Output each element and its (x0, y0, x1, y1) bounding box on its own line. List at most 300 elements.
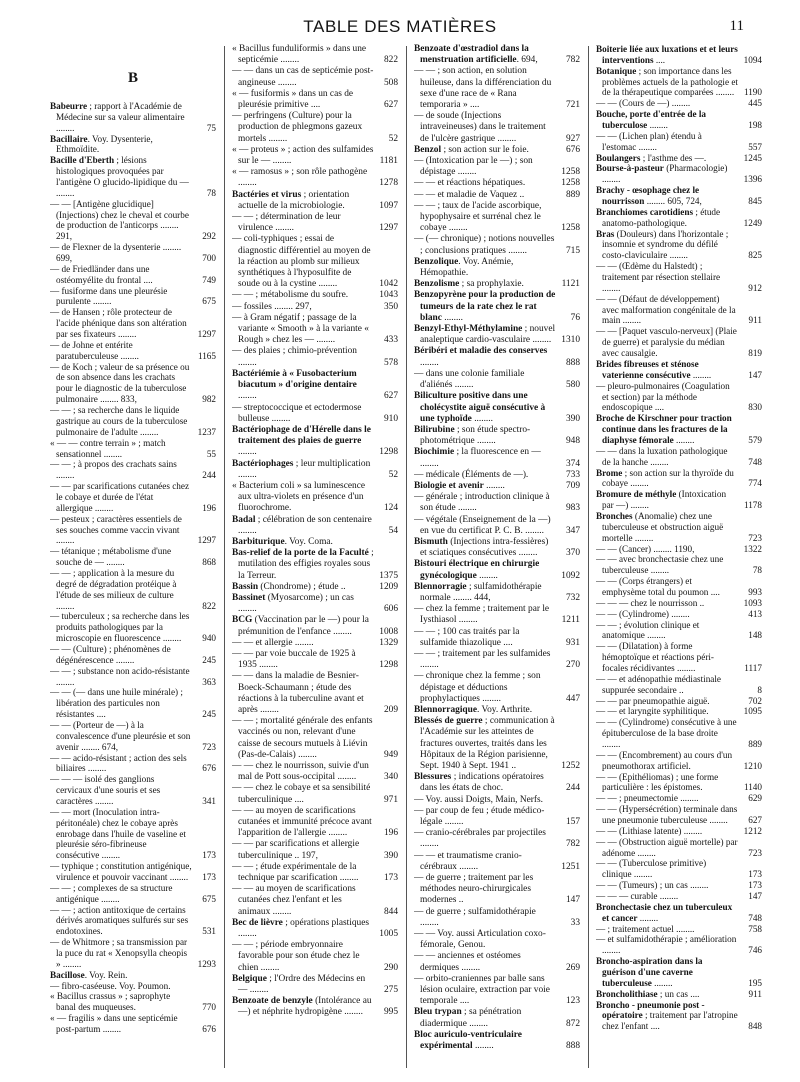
entry-text: Bloc auriculo-ventriculaire expérimental ........ (414, 1029, 522, 1052)
page-reference: 782 (565, 55, 580, 66)
index-entry (596, 924, 762, 935)
page-reference: 579 (748, 434, 762, 445)
page-reference: 732 (565, 592, 580, 603)
page-reference: 749 (202, 274, 216, 285)
page-reference: 872 (565, 1018, 580, 1029)
page-reference: 1165 (197, 350, 216, 361)
index-entry (50, 861, 216, 883)
index-entry (414, 234, 580, 256)
page-reference: 627 (383, 100, 398, 111)
entry-text: Bacillose. Voy. Rein. (50, 969, 128, 980)
entry-text: — dans une colonie familiale d'aliénés ........ (414, 368, 525, 391)
page-reference: 844 (383, 906, 398, 917)
index-entry (232, 918, 398, 940)
index-entry (50, 1013, 216, 1035)
page-title: TABLE DES MATIÈRES (303, 17, 497, 36)
entry-text: Benzolique. Voy. Anémie, Hémopathie. (414, 256, 514, 279)
index-entry (232, 425, 398, 459)
page-reference: 580 (565, 380, 580, 391)
index-entry (596, 989, 762, 1000)
entry-text: — (— chronique) ; notions nouvelles ; conclusions pratiques ........ (414, 234, 555, 256)
entry-text: — — (Dilatation) à forme hémoptoïque et réactions péri-focales récidivantes ........ (596, 641, 714, 673)
page-reference: 1258 (561, 178, 580, 189)
page-reference: 390 (383, 850, 398, 861)
index-entry (50, 905, 216, 938)
page-reference: 845 (748, 196, 762, 207)
page-reference: 173 (202, 872, 216, 883)
page-reference: 822 (383, 55, 398, 66)
page-reference: 627 (383, 391, 398, 402)
entry-text: — de Flexner de la dysenterie ........ 699, (50, 242, 182, 264)
page-reference: 748 (748, 456, 762, 467)
entry-text: Broncho - pneumonie post - opératoire ; traitement par l'atropine chez l'enfant .... (596, 999, 738, 1032)
page-reference: 1258 (561, 223, 580, 234)
entry-text: — — dans un cas de septicémie post-angineuse ........ (232, 66, 374, 88)
entry-text: — — (Cours de —) ........ (596, 98, 691, 109)
index-entry (232, 974, 398, 996)
page-reference: 374 (565, 458, 580, 469)
index-entry (232, 313, 398, 347)
entry-text: Bactéries et virus ; orientation actuelle de la microbiologie. (232, 189, 350, 211)
page-reference: 52 (388, 133, 398, 144)
page-reference: 927 (565, 133, 580, 144)
page-reference: 1178 (743, 500, 762, 511)
index-entry (596, 185, 762, 207)
entry-text: — — ; action antitoxique de certains dérivés aromatiques sulfurés sur ses endotoxines. (50, 904, 189, 937)
index-entry (414, 604, 580, 626)
page-reference: 676 (565, 144, 580, 155)
entry-text: — cranio-cérébrales par projectiles ........ (414, 828, 546, 850)
page-reference: 1298 (379, 447, 398, 458)
index-entry (414, 828, 580, 850)
page-reference: 1092 (561, 570, 580, 581)
page-reference: 173 (383, 873, 398, 884)
page-reference: 275 (383, 985, 398, 996)
entry-text: — — — chez le nourrisson .. (596, 597, 705, 608)
entry-text: — de guerre ; traitement par les méthodes neuro-chirurgicales modernes .. (414, 873, 534, 906)
entry-text: — — (— dans une huile minérale) ; libération des particules non résistantes .... (50, 687, 183, 720)
page-reference: 715 (565, 245, 580, 256)
index-entry (414, 806, 580, 828)
entry-text: « — proteus » ; action des sulfamides sur le — ........ (232, 144, 374, 167)
index-entry (596, 772, 762, 794)
index-entry (596, 153, 762, 164)
page-reference: 700 (202, 253, 216, 264)
index-entry (596, 858, 762, 880)
index-entry (232, 403, 398, 425)
page-reference: 1297 (197, 535, 216, 546)
index-entry (596, 131, 762, 153)
page-reference: 78 (752, 565, 762, 576)
page-reference: 971 (383, 794, 398, 805)
entry-text: — — ; mortalité générale des enfants vaccinés ou non, relevant d'une caisse de secours mutuels à Liévin (Pas-de-Calais) ........ (232, 716, 373, 760)
entry-text: — et sulfamidothérapie ; amélioration ........ (596, 934, 737, 956)
index-entry (50, 807, 216, 861)
index-column-2 (232, 44, 398, 1072)
index-entry (596, 468, 762, 490)
entry-text: Broche de Kirschner pour traction continue dans les fractures de la diaphyse fémorale ........ (596, 413, 732, 445)
entry-text: — — au moyen de scarifications cutanées et immunité précoce avant l'apparition de l'allergie ........ (232, 805, 372, 839)
page-reference: 1042 (379, 279, 398, 290)
entry-text: Blessures ; indications opératoires dans les états de choc. (414, 772, 544, 794)
entry-text: — typhique ; constitution antigénique, virulence et pouvoir vaccinant ........ (50, 861, 192, 883)
entry-text: Bilirubine ; son étude spectro-photométrique ........ (414, 424, 531, 447)
page-reference: 148 (748, 630, 762, 641)
index-entry (232, 761, 398, 783)
page-reference: 52 (388, 469, 398, 480)
entry-text: — — chez le nourrisson, suivie d'un mal de Pott sous-occipital ........ (232, 761, 369, 783)
entry-text: Benzyl-Ethyl-Méthylamine ; nouvel analeptique cardio-vasculaire ........ (414, 324, 556, 346)
index-entry (414, 537, 580, 559)
entry-text: — — et laryngite syphilitique. (596, 706, 709, 717)
page-reference: 949 (383, 749, 398, 760)
index-entry (50, 883, 216, 905)
page-reference: 983 (565, 503, 580, 514)
page-reference: 157 (565, 817, 580, 828)
entry-text: — à Gram négatif ; passage de la variante « Smooth » à la variante « Rough » chez les — ........ (232, 312, 369, 346)
entry-text: Benzolisme ; sa prophylaxie. (414, 279, 524, 290)
page-reference: 702 (748, 695, 762, 706)
entry-text: — — ; pneumectomie ........ (596, 793, 699, 804)
page-reference: 1249 (743, 217, 762, 228)
entry-text: Botanique ; son importance dans les problèmes actuels de la pathologie et de la thérapeutique comparées ........ (596, 65, 738, 98)
page-reference: 123 (565, 996, 580, 1007)
entry-text: — (Intoxication par le —) ; son dépistage ........ (414, 156, 533, 178)
index-entry (596, 294, 762, 327)
entry-text: « — fusiformis » dans un cas de pleurésie primitive .... (232, 88, 354, 111)
page-reference: 948 (565, 436, 580, 447)
index-entry (414, 145, 580, 156)
index-entry (596, 576, 762, 598)
entry-text: Boulangers ; l'asthme des —. (596, 152, 707, 163)
entry-text: — — ; taux de l'acide ascorbique, hypophysaire et surrénal chez le cobaye ........ (414, 200, 542, 234)
page-reference: 723 (202, 741, 216, 752)
entry-text: — — par scarifications et allergie tuberculinique .. 197, (232, 839, 360, 861)
page-reference: 1190 (743, 87, 762, 98)
page-reference: 1251 (561, 861, 580, 872)
entry-text: — des plaies ; chimio-prévention ........ (232, 346, 357, 368)
entry-text: — — (Œdème du Halstedt) ; traitement par résection stellaire ........ (596, 261, 721, 293)
entry-text: Bassinet (Myosarcome) ; un cas ........ (232, 592, 354, 615)
index-entry (414, 178, 580, 189)
entry-text: Badal ; célébration de son centenaire ........ (232, 514, 372, 536)
entry-text: Belgique ; l'Ordre des Médecins en — ........ (232, 973, 366, 996)
page-reference: 8 (757, 684, 762, 695)
index-entry (50, 753, 216, 775)
page-reference: 995 (383, 1007, 398, 1018)
index-entry (414, 324, 580, 346)
index-entry (414, 1030, 580, 1052)
index-entry (596, 381, 762, 414)
entry-text: — de Friedländer dans une ostéomyélite du frontal .... (50, 263, 153, 285)
page-reference: 982 (202, 394, 216, 405)
page-reference: 1375 (379, 570, 398, 581)
page-reference: 195 (748, 977, 762, 988)
page-reference: 124 (383, 503, 398, 514)
page-reference: 1396 (743, 174, 762, 185)
index-entry (232, 593, 398, 615)
entry-text: — — ; sa recherche dans le liquide gastrique au cours de la tuberculose pulmonaire de l'adulte ........ (50, 405, 188, 437)
index-entry (596, 609, 762, 620)
entry-text: — — ; à propos des crachats sains ........ (50, 459, 177, 481)
page-reference: 173 (748, 869, 762, 880)
entry-text: — perfringens (Culture) pour la production de phlegmons gazeux mortels ........ (232, 111, 363, 144)
page-reference: 531 (202, 926, 216, 937)
entry-text: Bourse-à-pasteur (Pharmacologie) ........ (596, 163, 728, 185)
page-reference: 557 (748, 141, 762, 152)
index-entry (596, 66, 762, 99)
entry-text: Blennorragique. Voy. Arthrite. (414, 704, 533, 715)
index-entry (596, 261, 762, 294)
entry-text: Broncholithiase ; un cas .... (596, 988, 700, 999)
page-reference: 1095 (743, 706, 762, 717)
index-entry (232, 459, 398, 481)
entry-text: — — (Culture) ; phénomènes de dégénérescence ........ (50, 643, 171, 665)
entry-text: — — ; traitement par les sulfamides ........ (414, 648, 551, 671)
entry-text: Brome ; son action sur la thyroïde du cobaye ........ (596, 467, 734, 489)
page-reference: 931 (565, 637, 580, 648)
entry-text: — — anciennes et ostéomes dermiques ........ (414, 951, 521, 973)
page-reference: 676 (202, 1024, 216, 1035)
index-entry (232, 290, 398, 301)
page-reference: 147 (748, 891, 762, 902)
entry-text: Barbiturique. Voy. Coma. (232, 536, 333, 547)
page-reference: 1297 (379, 223, 398, 234)
entry-text: Bistouri électrique en chirurgie gynécologique ........ (414, 559, 540, 581)
index-entry (596, 359, 762, 381)
entry-text: « — fragilis » dans une septicémie post-partum ........ (50, 1013, 178, 1035)
index-entry (50, 340, 216, 362)
index-entry (414, 156, 580, 178)
index-entry (50, 666, 216, 688)
entry-text: — — (Tumeurs) ; un cas ........ (596, 880, 709, 891)
index-entry (232, 716, 398, 761)
entry-text: Bas-relief de la porte de la Faculté ; mutilation des effigies royales sous la Terreur. (232, 548, 374, 581)
entry-text: — tétanique ; métabolisme d'une souche de — ........ (50, 546, 172, 568)
section-letter: B (127, 70, 138, 86)
index-entry (596, 620, 762, 642)
index-entry (232, 302, 398, 313)
entry-text: — pleuro-pulmonaires (Coagulation et section) par la méthode endoscopique .... (596, 380, 730, 413)
page-reference: 676 (202, 763, 216, 774)
index-entry (414, 705, 580, 716)
entry-text: Benzoate de benzyle (Intolérance au —) et néphrite hydropigène ........ (232, 996, 372, 1018)
page-reference: 173 (202, 850, 216, 861)
page-reference: 889 (748, 739, 762, 749)
index-columns (50, 44, 770, 1072)
index-entry (414, 201, 580, 235)
index-entry (596, 956, 762, 989)
index-entry (414, 190, 580, 201)
entry-text: — de Whitmore ; sa transmission par la puce du rat « Xenopsylla cheopis » ........ (50, 937, 188, 969)
entry-text: Blessés de guerre ; communication à l'Académie sur les atteintes de fractures ouvertes, traités dans les Hôpitaux de la Région parisienne, Sept. 1940 à Sept. 1941 .. (414, 716, 555, 771)
page-reference: 848 (748, 1021, 762, 1032)
entry-text: Bromure de méthyle (Intoxication par —) ........ (596, 489, 727, 511)
entry-text: — — ; période embryonnaire favorable pour son étude chez le chien ........ (232, 940, 360, 973)
index-entry (414, 582, 580, 604)
page-reference: 1181 (379, 156, 398, 167)
index-entry (232, 940, 398, 974)
page-reference: 292 (202, 231, 216, 242)
page-reference: 196 (383, 828, 398, 839)
page-reference: 76 (570, 312, 580, 323)
page-reference: 244 (202, 470, 216, 481)
entry-text: — — et maladie de Vaquez .. (414, 189, 525, 200)
index-entry (414, 873, 580, 907)
index-entry (232, 884, 398, 918)
entry-text: — — chez le cobaye et sa sensibilité tuberculinique .... (232, 783, 371, 805)
index-entry (596, 229, 762, 262)
entry-text: Blennorragie ; sulfamidothérapie normale ........ 444, (414, 581, 542, 603)
index-entry (596, 446, 762, 468)
index-entry (50, 405, 216, 438)
entry-text: Bacille d'Eberth ; lésions histologiques provoquées par l'antigène O glucido-lipidique du — ........ (50, 155, 189, 198)
index-entry (414, 671, 580, 705)
index-entry (232, 167, 398, 189)
index-entry (50, 981, 216, 992)
page-reference: 723 (748, 847, 762, 858)
index-entry (232, 582, 398, 593)
page-reference: 196 (202, 502, 216, 513)
column-divider (406, 46, 407, 1068)
index-entry (414, 559, 580, 581)
entry-text: Brachy - œsophage chez le nourrisson ........ 605, 724, (596, 185, 702, 207)
index-entry (596, 696, 762, 707)
index-entry (50, 438, 216, 460)
index-entry (50, 991, 216, 1013)
index-entry (50, 286, 216, 308)
index-entry (596, 98, 762, 109)
index-entry (50, 155, 216, 198)
entry-text: — coli-typhiques ; essai de diagnostic différentiel au moyen de la réaction au plomb sur milieux synthétiques à l'hyposulfite de soude ou à la cystine ........ (232, 234, 371, 290)
page-reference: 370 (565, 548, 580, 559)
entry-text: Broncho-aspiration dans la guérison d'une caverne tuberculeuse ........ (596, 956, 703, 988)
index-entry (596, 750, 762, 772)
entry-text: Bassin (Chondrome) ; étude .. (232, 581, 346, 592)
entry-text: — de Koch ; valeur de sa présence ou de son absence dans les crachats pour le diagnostic de la tuberculose pulmonaire ........ 833, (50, 361, 190, 405)
page-reference: 78 (206, 187, 216, 198)
index-entry (596, 902, 762, 924)
index-entry (232, 89, 398, 111)
index-entry (414, 772, 580, 794)
entry-text: — fusiforme dans une pleurésie purulente ........ (50, 285, 168, 307)
entry-text: — fibro-caséeuse. Voy. Poumon. (50, 980, 171, 991)
index-entry (232, 145, 398, 167)
entry-text: — — (Cylindrome) consécutive à une épituberculose de la base droite ........ (596, 717, 737, 749)
page-reference: 245 (202, 654, 216, 665)
page-reference: 447 (565, 693, 580, 704)
page-reference: 390 (565, 413, 580, 424)
index-entry (414, 951, 580, 973)
page-reference: 675 (202, 296, 216, 307)
index-entry (50, 459, 216, 481)
page-reference: 774 (748, 478, 762, 489)
page-reference: 147 (748, 369, 762, 380)
index-entry (50, 687, 216, 720)
index-entry (414, 391, 580, 425)
page-reference: 1245 (743, 152, 762, 163)
page-reference: 1297 (197, 329, 216, 340)
index-entry (596, 326, 762, 359)
page-reference: 1117 (744, 662, 762, 673)
entry-text: — générale ; introduction clinique à son étude ........ (414, 492, 550, 514)
page-reference: 290 (383, 962, 398, 973)
index-entry (414, 649, 580, 671)
entry-text: — Voy. aussi Doigts, Main, Nerfs. (414, 794, 543, 805)
entry-text: — — et adénopathie médiastinale suppurée secondaire .. (596, 673, 722, 695)
entry-text: « — — contre terrain » ; match sensationnel ........ (50, 437, 166, 459)
index-entry (414, 470, 580, 481)
page-reference: 363 (202, 676, 216, 687)
page-reference: 940 (202, 633, 216, 644)
page-reference: 888 (565, 1041, 580, 1052)
index-entry (232, 649, 398, 671)
page-reference: 911 (748, 988, 762, 999)
index-entry (596, 489, 762, 511)
entry-text: — pesteux ; caractères essentiels de ses souches comme vaccin vivant ........ (50, 513, 182, 546)
index-entry (50, 546, 216, 568)
index-entry (50, 970, 216, 981)
page-reference: 1322 (743, 543, 762, 554)
entry-text: Bleu trypan ; sa pénétration diadermique ........ (414, 1007, 522, 1029)
page-reference: 1121 (561, 279, 580, 290)
entry-text: — — et réactions hépatiques. (414, 178, 526, 189)
index-entry (414, 907, 580, 929)
entry-text: — — ; détermination de leur virulence ........ (232, 212, 341, 234)
entry-text: — — dans la maladie de Besnier-Boeck-Schaumann ; étude des réactions à la tuberculine avant et après ........ (232, 671, 364, 715)
page-reference: 75 (206, 122, 216, 133)
page-reference: 830 (748, 402, 762, 413)
index-entry (232, 996, 398, 1018)
entry-text: — — (Corps étrangers) et emphysème total du poumon .... (596, 576, 720, 597)
entry-text: — — (Lichen plan) étendu à l'estomac ........ (596, 130, 702, 152)
entry-text: Béribéri et maladie des conserves ........ (414, 346, 548, 368)
index-entry (414, 425, 580, 447)
index-entry (596, 598, 762, 609)
entry-text: « — ramosus » ; son rôle pathogène ........ (232, 167, 368, 189)
index-entry (50, 264, 216, 286)
entry-text: — fossiles ........ 297, (232, 301, 312, 312)
entry-text: — — ; évolution clinique et anatomique ........ (596, 619, 700, 641)
page-reference: 723 (748, 532, 762, 543)
page-reference: 993 (748, 586, 762, 597)
entry-text: — — avec bronchectasie chez une tuberculeuse ........ (596, 554, 724, 576)
index-entry (232, 111, 398, 145)
page-reference: 413 (748, 608, 762, 619)
entry-text: — — ; son action, en solution huileuse, dans la différenciation du sexe d'une race de « Rana temporaria » .... (414, 66, 552, 111)
entry-text: — — par scarifications cutanées chez le cobaye et durée de l'état allergique ........ (50, 481, 190, 513)
page-reference: 445 (748, 98, 762, 109)
index-entry (50, 514, 216, 547)
entry-text: — — [Paquet vasculo-nerveux] (Plaie de guerre) et paralysie du médian avec causalgie. (596, 326, 737, 359)
index-entry (596, 207, 762, 229)
index-entry (596, 934, 762, 956)
index-entry (414, 279, 580, 290)
index-entry (50, 307, 216, 340)
index-entry (414, 492, 580, 514)
entry-text: « Bacterium coli » sa luminescence aux ultra-violets en présence d'un fluorochrome. (232, 480, 366, 514)
page-reference: 1211 (561, 615, 580, 626)
index-entry (596, 880, 762, 891)
index-entry (50, 568, 216, 611)
page-reference: 911 (748, 315, 762, 326)
entry-text: — de Hansen ; rôle protecteur de l'acide phénique dans son altération par ses fixateurs ........ (50, 307, 187, 340)
entry-text: Bismuth (Injections intra-fessières) et sciatiques consécutives ........ (414, 536, 549, 559)
entry-text: Bactériophages ; leur multiplication ........ (232, 458, 371, 480)
entry-text: Bactériémie à « Fusobacterium biacutum » d'origine dentaire ........ (232, 368, 357, 402)
page-reference: 1293 (197, 958, 216, 969)
entry-text: — — (Cancer) ........ 1190, (596, 543, 695, 554)
